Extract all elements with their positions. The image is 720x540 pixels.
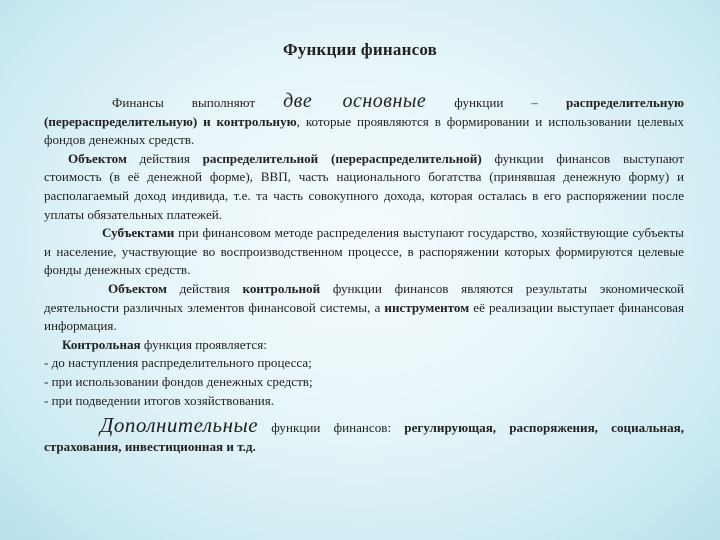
text: Финансы выполняют [112, 95, 284, 110]
emphasis-additional: Дополнительные [100, 413, 259, 438]
text: действия [126, 150, 203, 166]
term-distributive: распределительной (перераспределительной) [202, 150, 482, 166]
emphasis-two-main: две основные [283, 90, 427, 112]
text: функции финансов выступают стоимость (в её денежной форме), ВВП, часть национального богатства (принявшая денежную форму) и располагаемый доход индивида, т.е. та часть совокупного дохода, которая осталась в его распоряжении после уплаты обязательных платежей. [44, 150, 684, 222]
term-distributive-control: распределительную (перераспределительную) и контрольную [44, 95, 685, 129]
paragraph-distributive-object [44, 150, 684, 224]
list-item: - при использовании фондов денежных средств; [44, 373, 313, 389]
text: функция проявляется: [140, 336, 267, 352]
paragraph-main-functions [44, 92, 684, 150]
text: , которые проявляются в формировании и использовании целевых фондов денежных средств. [44, 113, 684, 148]
text: её реализации выступает финансовая информация. [44, 299, 684, 334]
paragraph-additional-functions [44, 413, 684, 456]
paragraph-control-object [44, 280, 684, 336]
term-control-function: Контрольная [62, 336, 141, 352]
text: действия [166, 280, 243, 296]
list-item: - при подведении итогов хозяйствования. [44, 392, 275, 408]
term-object: Объектом [108, 280, 167, 296]
text: функции – [426, 95, 566, 110]
text: при финансовом методе распределения выступают государство, хозяйствующие субъекты и население, участвующие во воспроизводственном процессе, в распоряжении которых формируются целевые фонды денежных средств. [44, 225, 684, 278]
paragraph-control-manifests [44, 336, 684, 355]
text: функции финансов: [258, 420, 405, 436]
term-additional-list: регулирующая, распоряжения, социальная, страхования, инвестиционная и т.д. [44, 420, 684, 454]
term-instrument: инструментом [384, 299, 470, 315]
list-item: - до наступления распределительного процесса; [44, 355, 312, 371]
slide-content [44, 92, 684, 456]
term-subjects: Субъектами [102, 225, 175, 241]
term-control: контрольной [242, 280, 321, 296]
term-object: Объектом [68, 150, 127, 166]
text: функции финансов являются результаты экономической деятельности различных элементов финансовой системы, а [44, 280, 684, 315]
paragraph-subjects [44, 224, 684, 280]
slide-title: Функции финансов [283, 40, 437, 59]
